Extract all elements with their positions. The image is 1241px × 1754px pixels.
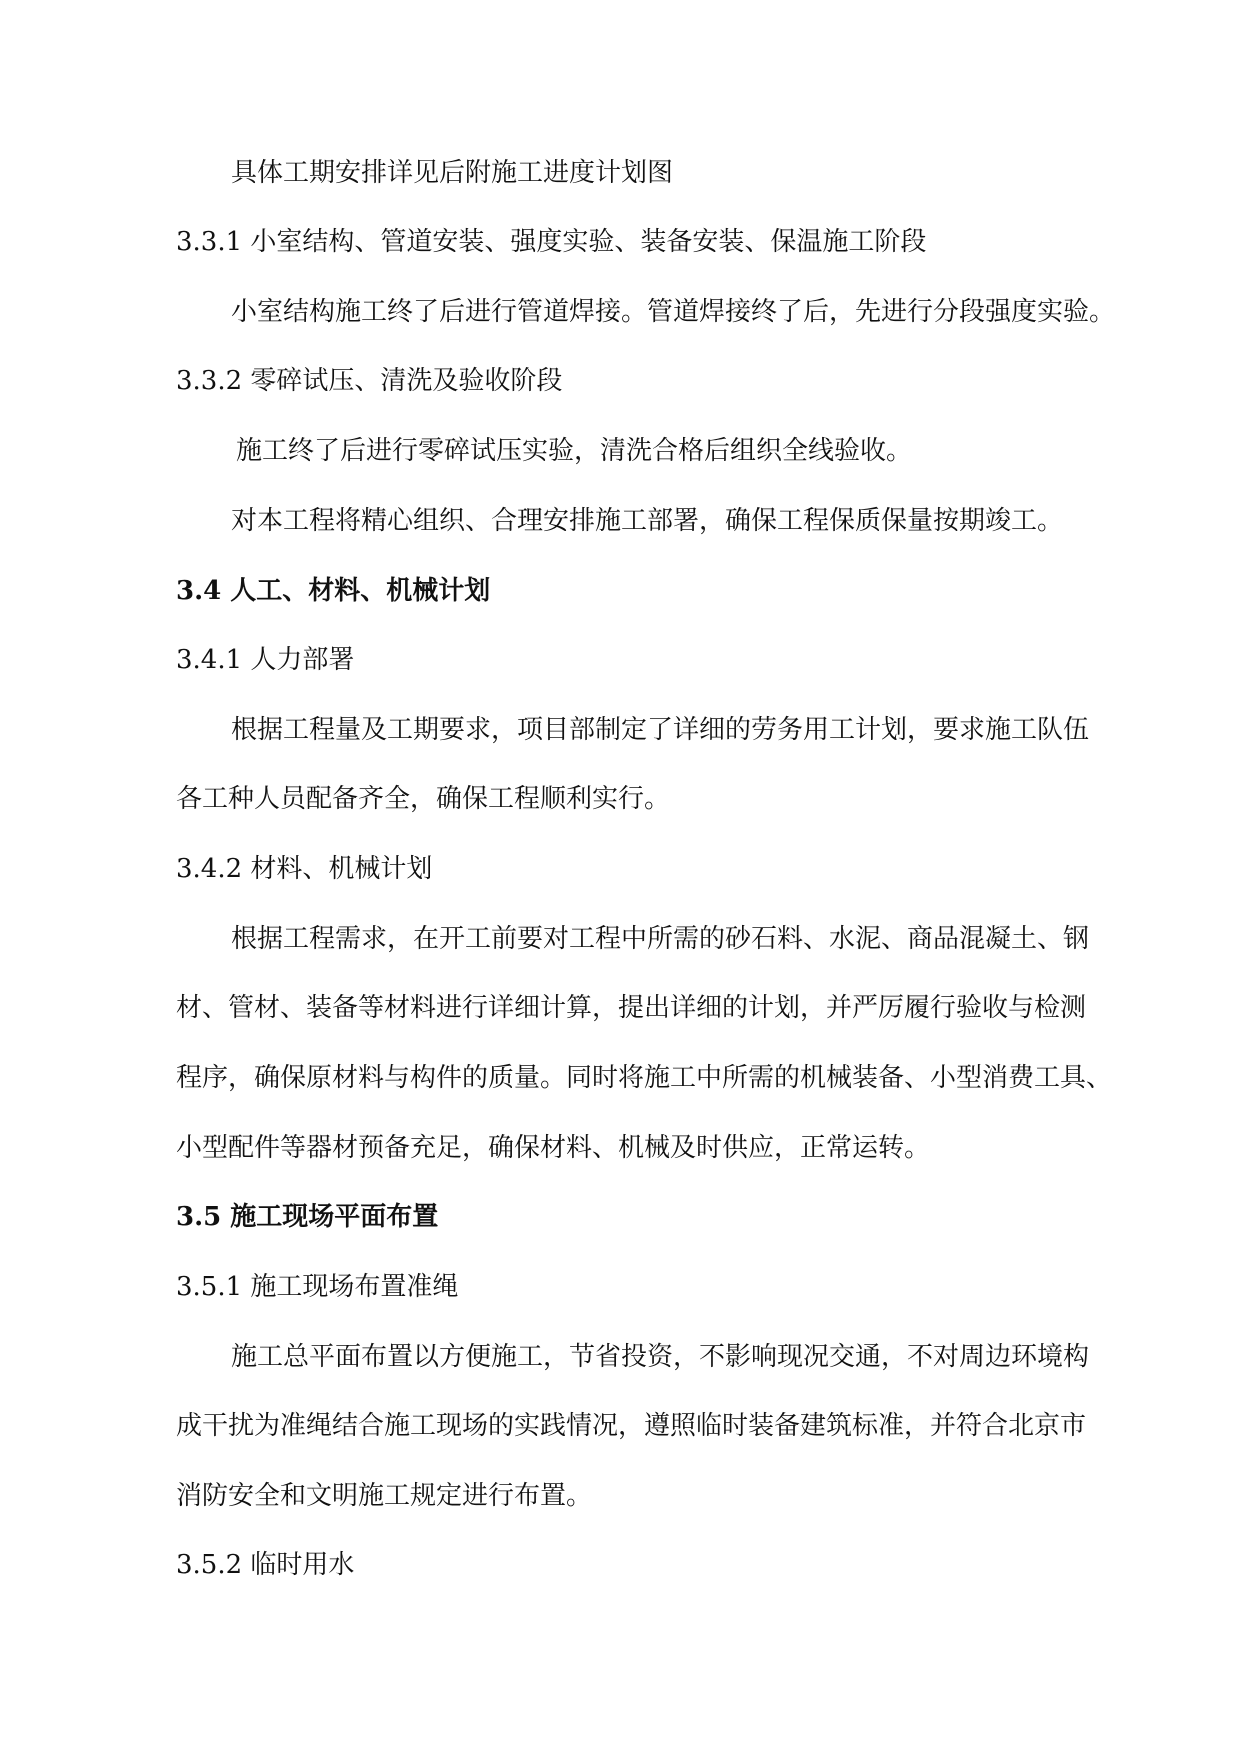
paragraph-line: 材、管材、装备等材料进行详细计算，提出详细的计划，并严厉履行验收与检测 bbox=[176, 993, 1087, 1023]
paragraph-line: 施工终了后进行零碎试压实验，清洗合格后组织全线验收。 bbox=[236, 436, 913, 466]
paragraph-line: 小室结构施工终了后进行管道焊接。管道焊接终了后，先进行分段强度实验。 bbox=[231, 297, 1116, 327]
paragraph-line: 程序，确保原材料与构件的质量。同时将施工中所需的机械装备、小型消费工具、 bbox=[176, 1063, 1113, 1093]
paragraph-line: 施工总平面布置以方便施工，节省投资，不影响现况交通，不对周边环境构 bbox=[231, 1342, 1090, 1372]
subsection-heading-3-5-1: 3.5.1 施工现场布置准绳 bbox=[176, 1272, 459, 1302]
paragraph-line: 各工种人员配备齐全，确保工程顺利实行。 bbox=[176, 784, 671, 814]
paragraph-line: 具体工期安排详见后附施工进度计划图 bbox=[231, 158, 674, 188]
paragraph-line: 小型配件等器材预备充足，确保材料、机械及时供应，正常运转。 bbox=[176, 1133, 931, 1163]
section-heading-3-5: 3.5 施工现场平面布置 bbox=[176, 1202, 439, 1232]
paragraph-line: 消防安全和文明施工规定进行布置。 bbox=[176, 1481, 593, 1511]
section-heading-3-4: 3.4 人工、材料、机械计划 bbox=[176, 576, 491, 606]
subsection-heading-3-4-2: 3.4.2 材料、机械计划 bbox=[176, 854, 433, 884]
subsection-heading-3-4-1: 3.4.1 人力部署 bbox=[176, 645, 355, 675]
subsection-heading-3-3-2: 3.3.2 零碎试压、清洗及验收阶段 bbox=[176, 366, 563, 396]
subsection-heading-3-5-2: 3.5.2 临时用水 bbox=[176, 1550, 355, 1580]
paragraph-line: 成干扰为准绳结合施工现场的实践情况，遵照临时装备建筑标准，并符合北京市 bbox=[176, 1411, 1087, 1441]
paragraph-line: 根据工程需求，在开工前要对工程中所需的砂石料、水泥、商品混凝土、钢 bbox=[231, 924, 1090, 954]
subsection-heading-3-3-1: 3.3.1 小室结构、管道安装、强度实验、装备安装、保温施工阶段 bbox=[176, 227, 927, 257]
paragraph-line: 根据工程量及工期要求，项目部制定了详细的劳务用工计划，要求施工队伍 bbox=[231, 715, 1090, 745]
paragraph-line: 对本工程将精心组织、合理安排施工部署，确保工程保质保量按期竣工。 bbox=[231, 506, 1064, 536]
